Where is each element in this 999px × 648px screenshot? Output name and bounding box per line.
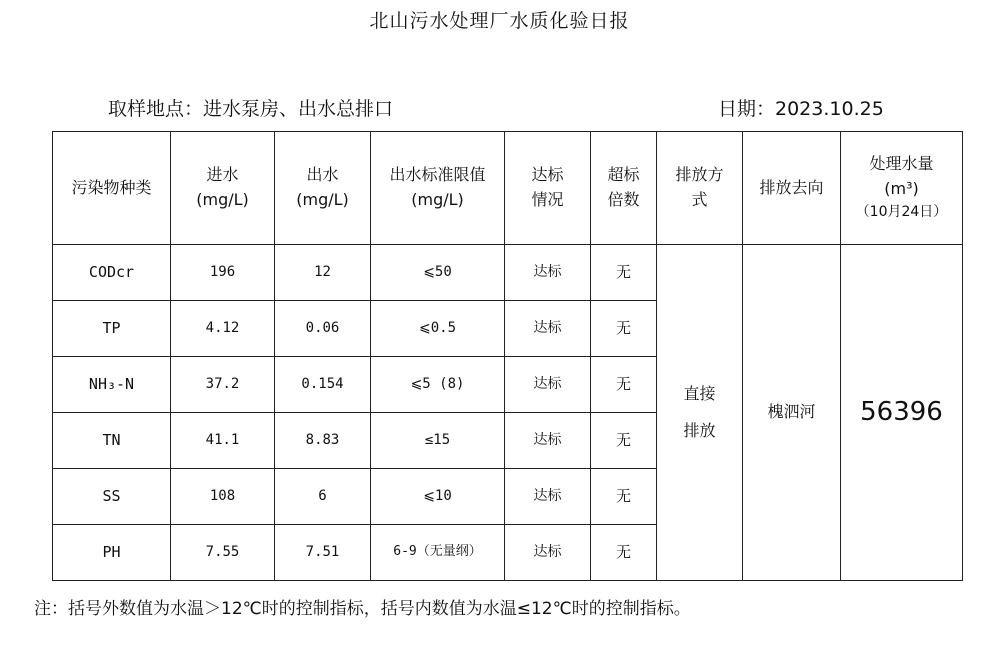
header-compliance: 达标 情况 (505, 132, 591, 245)
limit-value: ⩽5 (8) (371, 357, 505, 413)
outflow-value: 0.154 (275, 357, 371, 413)
exceed-value: 无 (591, 413, 657, 469)
destination-cell: 槐泗河 (743, 245, 841, 581)
treated-volume-cell: 56396 (841, 245, 963, 581)
header-exceed-multiple: 超标 倍数 (591, 132, 657, 245)
inflow-value: 37.2 (171, 357, 275, 413)
limit-value: ⩽50 (371, 245, 505, 301)
header-discharge-mode: 排放方 式 (657, 132, 743, 245)
table-header-row (53, 132, 963, 245)
limit-value: ⩽10 (371, 469, 505, 525)
table-row (53, 245, 963, 301)
inflow-value: 196 (171, 245, 275, 301)
outflow-value: 7.51 (275, 525, 371, 581)
compliance-value: 达标 (505, 413, 591, 469)
footnote: 注：括号外数值为水温＞12℃时的控制指标，括号内数值为水温≤12℃时的控制指标。 (34, 599, 691, 619)
header-volume: 处理水量 (m³) （10月24日） (841, 132, 963, 245)
outflow-value: 6 (275, 469, 371, 525)
exceed-value: 无 (591, 469, 657, 525)
report-date: 日期：2023.10.25 (718, 98, 884, 120)
compliance-value: 达标 (505, 469, 591, 525)
sampling-location: 取样地点：进水泵房、出水总排口 (108, 98, 394, 120)
inflow-value: 7.55 (171, 525, 275, 581)
compliance-value: 达标 (505, 357, 591, 413)
header-limit: 出水标准限值 (mg/L) (371, 132, 505, 245)
inflow-value: 108 (171, 469, 275, 525)
pollutant-name: TN (53, 413, 171, 469)
exceed-value: 无 (591, 245, 657, 301)
exceed-value: 无 (591, 357, 657, 413)
pollutant-name: NH₃-N (53, 357, 171, 413)
pollutant-name: TP (53, 301, 171, 357)
header-destination: 排放去向 (743, 132, 841, 245)
header-outflow: 出水 (mg/L) (275, 132, 371, 245)
limit-value: ≤15 (371, 413, 505, 469)
water-quality-table (52, 131, 963, 581)
exceed-value: 无 (591, 301, 657, 357)
inflow-value: 4.12 (171, 301, 275, 357)
limit-value: ⩽0.5 (371, 301, 505, 357)
pollutant-name: PH (53, 525, 171, 581)
pollutant-name: SS (53, 469, 171, 525)
discharge-mode-cell: 直接 排放 (657, 245, 743, 581)
compliance-value: 达标 (505, 525, 591, 581)
outflow-value: 8.83 (275, 413, 371, 469)
inflow-value: 41.1 (171, 413, 275, 469)
limit-value: 6-9（无量纲） (371, 525, 505, 581)
outflow-value: 0.06 (275, 301, 371, 357)
compliance-value: 达标 (505, 301, 591, 357)
report-title: 北山污水处理厂水质化验日报 (369, 10, 630, 32)
header-inflow: 进水 (mg/L) (171, 132, 275, 245)
outflow-value: 12 (275, 245, 371, 301)
compliance-value: 达标 (505, 245, 591, 301)
pollutant-name: CODcr (53, 245, 171, 301)
header-pollutant: 污染物种类 (53, 132, 171, 245)
exceed-value: 无 (591, 525, 657, 581)
